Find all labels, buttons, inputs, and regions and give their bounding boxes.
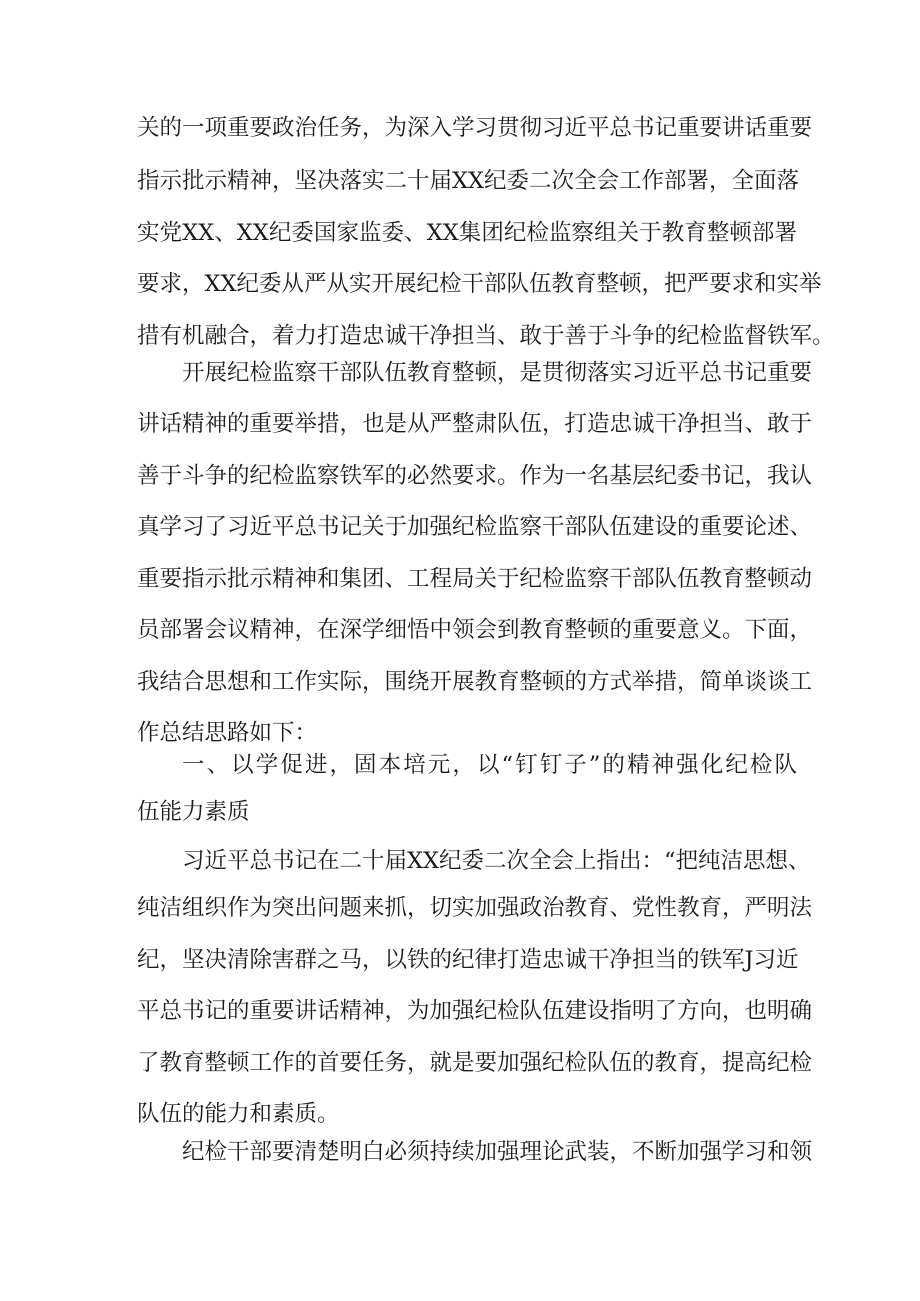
text-line: 队伍的能力和素质。 <box>137 1101 340 1127</box>
text-line: 纯洁组织作为突出问题来抓，切实加强政治教育、党性教育，严明法 <box>137 895 813 921</box>
text-line: 作总结思路如下： <box>137 720 318 746</box>
text-line: 员部署会议精神，在深学细悟中领会到教育整顿的重要意义。下面， <box>137 617 813 643</box>
paragraph-first-line: 习近平总书记在二十届XX纪委二次全会上指出：“把纯洁思想、 <box>182 848 811 874</box>
text-line: 要求，XX纪委从严从实开展纪检干部队伍教育整顿，把严要求和实举 <box>137 271 822 297</box>
text-line: 指示批示精神，坚决落实二十届XX纪委二次全会工作部署，全面落 <box>137 168 800 194</box>
text-line: 我结合思想和工作实际，围绕开展教育整顿的方式举措，简单谈谈工 <box>137 669 813 695</box>
text-line: 真学习了习近平总书记关于加强纪检监察干部队伍建设的重要论述、 <box>137 514 813 540</box>
text-line: 平总书记的重要讲话精神，为加强纪检队伍建设指明了方向，也明确 <box>137 998 813 1024</box>
text-line: 实党XX、XX纪委国家监委、XX集团纪检监察组关于教育整顿部署 <box>137 220 797 246</box>
section-heading-line: 一、以学促进，固本培元，以“钉钉子”的精神强化纪检队 <box>182 752 797 778</box>
paragraph-first-line: 开展纪检监察干部队伍教育整顿，是贯彻落实习近平总书记重要 <box>182 360 813 386</box>
text-line: 关的一项重要政治任务，为深入学习贯彻习近平总书记重要讲话重要 <box>137 115 813 141</box>
section-heading-line: 伍能力素质 <box>137 799 250 825</box>
text-line: 善于斗争的纪检监察铁军的必然要求。作为一名基层纪委书记，我认 <box>137 463 813 489</box>
text-line: 重要指示批示精神和集团、工程局关于纪检监察干部队伍教育整顿动 <box>137 566 813 592</box>
text-line: 了教育整顿工作的首要任务，就是要加强纪检队伍的教育，提高纪检 <box>137 1050 813 1076</box>
text-line: 措有机融合，着力打造忠诚干净担当、敢于善于斗争的纪检监督铁军。 <box>137 323 835 349</box>
text-line: 讲话精神的重要举措，也是从严整肃队伍，打造忠诚干净担当、敢于 <box>137 411 813 437</box>
paragraph-first-line: 纪检干部要清楚明白必须持续加强理论武装，不断加强学习和领 <box>182 1139 813 1165</box>
text-line: 纪，坚决清除害群之马，以铁的纪律打造忠诚干净担当的铁军J习近 <box>137 947 799 973</box>
